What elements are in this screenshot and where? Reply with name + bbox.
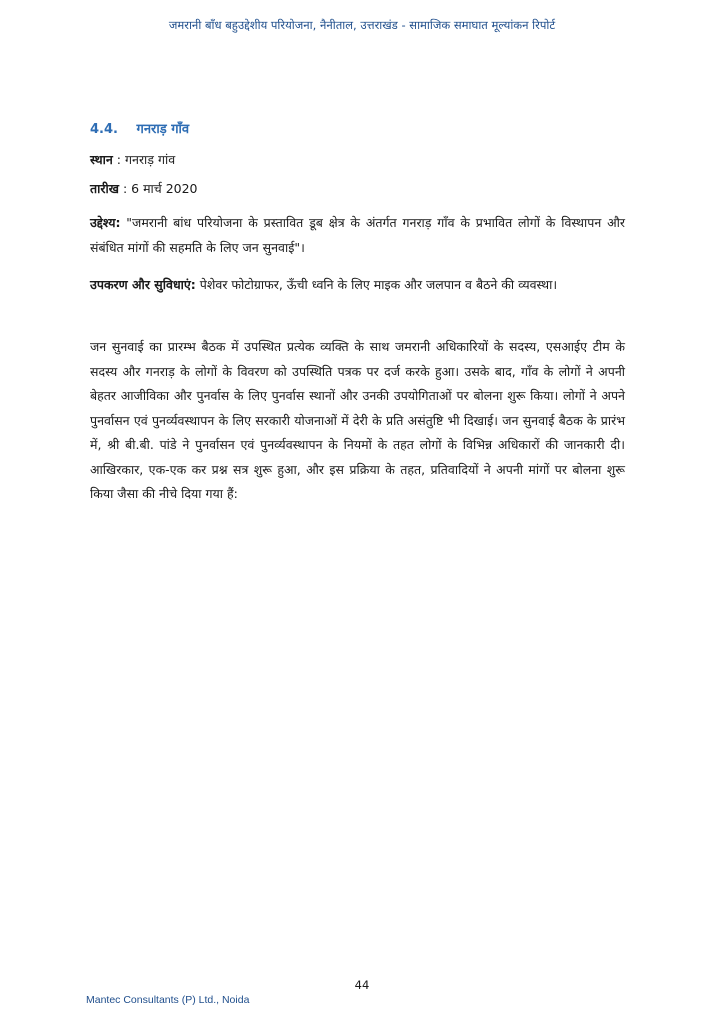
equipment-paragraph (90, 273, 590, 298)
purpose-label: उद्देश्य: (90, 215, 121, 230)
running-header: जमरानी बाँध बहुउद्देशीय परियोजना, नैनीताल, उत्तराखंड - सामाजिक समाघात मूल्यांकन रिपोर्ट (168, 18, 556, 32)
equipment-label: उपकरण और सुविधाएं: (90, 277, 196, 292)
place-line (90, 151, 175, 168)
date-line (90, 180, 198, 197)
section-title: गनराड़ गाँव (136, 122, 190, 137)
section-number: 4.4. (90, 122, 118, 137)
purpose-text: "जमरानी बांध परियोजना के प्रस्तावित डूब क्षेत्र के अंतर्गत गनराड़ गाँव के प्रभावित लोगों के विस्थापन और संबंधित मांगों की सहमति के लिए जन सुनवाई"। (90, 215, 626, 255)
place-separator: : (116, 152, 121, 167)
place-label: स्थान (90, 152, 113, 167)
page-number: 44 (354, 978, 370, 992)
place-value: गनराड़ गांव (124, 152, 176, 167)
section-heading (90, 119, 189, 137)
equipment-text: पेशेवर फोटोग्राफर, ऊँची ध्वनि के लिए माइक और जलपान व बैठने की व्यवस्था। (199, 277, 558, 292)
footer-company: Mantec Consultants (P) Ltd., Noida (86, 994, 250, 1006)
purpose-paragraph (90, 211, 625, 260)
body-paragraph: जन सुनवाई का प्रारम्भ बैठक में उपस्थित प्रत्येक व्यक्ति के साथ जमरानी अधिकारियों के सदस्य, एसआईए टीम के सदस्य और गनराड़ के लोगों के विवरण को उपस्थिति पत्रक पर दर्ज करके हुआ। उसके बाद, गाँव के लोगों ने अपनी बेहतर आजीविका और पुनर्वास के लिए पुनर्वास स्थानों और उनकी उपयोगिताओं पर बोलना शुरू किया। लोगों ने अपने पुनर्वासन एवं पुनर्व्यवस्थापन के लिए सरकारी योजनाओं में देरी के प्रति असंतुष्टि भी दिखाई। जन सुनवाई बैठक के प्रारंभ में, श्री बी.बी. पांडे ने पुनर्वासन एवं पुनर्व्यवस्थापन के नियमों के तहत लोगों के विभिन्न अधिकारों की जानकारी दी। आखिरकार, एक-एक कर प्रश्न सत्र शुरू हुआ, और इस प्रक्रिया के तहत, प्रतिवादियों ने अपनी मांगों पर बोलना शुरू किया जैसा की नीचे दिया गया हैं: (90, 339, 625, 501)
date-value: 6 मार्च 2020 (131, 181, 198, 196)
date-label: तारीख (90, 181, 119, 196)
date-separator: : (122, 181, 128, 196)
